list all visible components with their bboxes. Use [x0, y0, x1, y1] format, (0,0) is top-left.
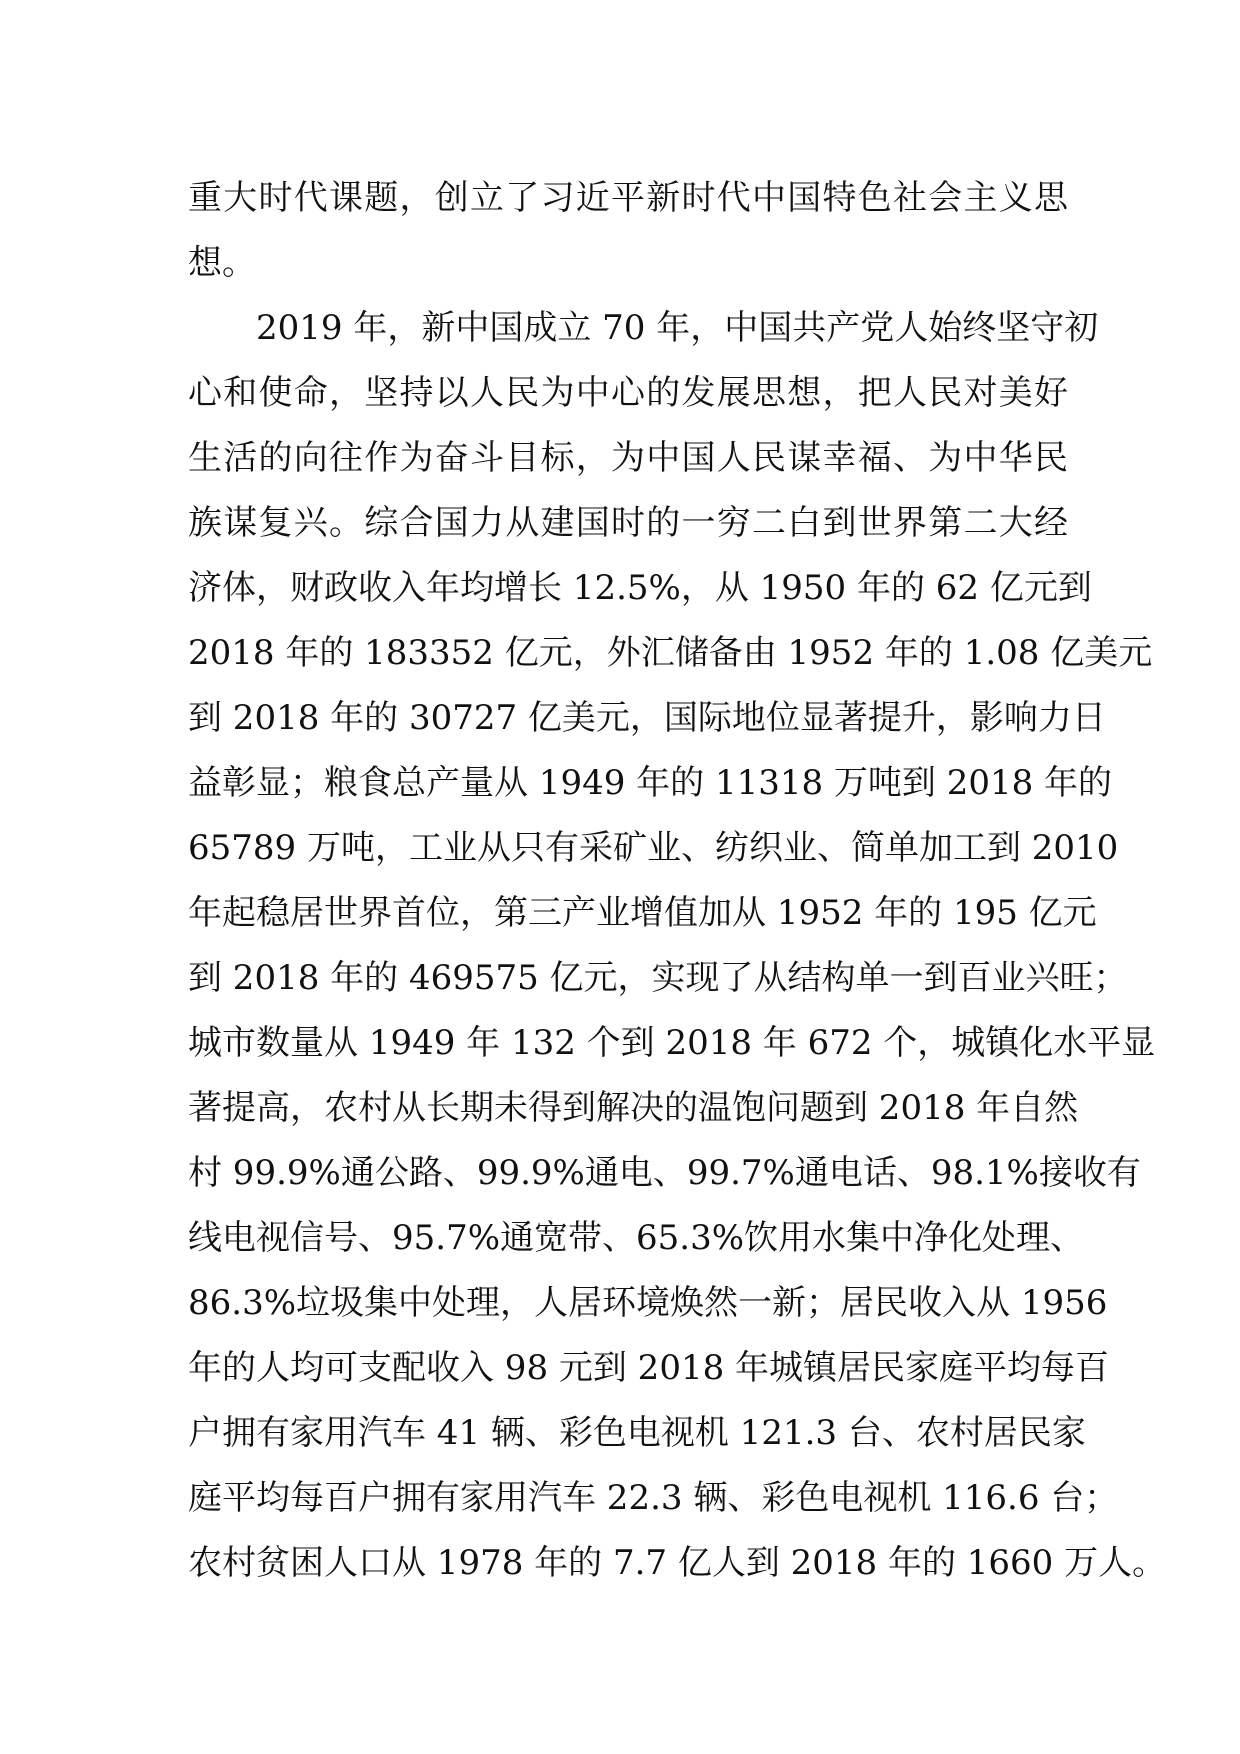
text-line: 心和使命，坚持以人民为中心的发展思想，把人民对美好: [188, 373, 1068, 413]
text-line: 2018 年的 183352 亿元，外汇储备由 1952 年的 1.08 亿美元: [188, 633, 1153, 673]
text-line: 益彰显；粮食总产量从 1949 年的 11318 万吨到 2018 年的: [188, 763, 1113, 803]
text-line: 农村贫困人口从 1978 年的 7.7 亿人到 2018 年的 1660 万人。: [188, 1543, 1167, 1583]
text-line: 65789 万吨，工业从只有采矿业、纺织业、简单加工到 2010: [188, 828, 1119, 868]
paragraph-first-line: 2019 年，新中国成立 70 年，中国共产党人始终坚守初: [256, 308, 1099, 348]
text-line: 重大时代课题，创立了习近平新时代中国特色社会主义思: [188, 178, 1068, 218]
text-line: 年起稳居世界首位，第三产业增值加从 1952 年的 195 亿元: [188, 893, 1097, 933]
text-line: 86.3%垃圾集中处理，人居环境焕然一新；居民收入从 1956: [188, 1283, 1108, 1323]
text-line: 著提高，农村从长期未得到解决的温饱问题到 2018 年自然: [188, 1088, 1079, 1128]
text-line: 族谋复兴。综合国力从建国时的一穷二白到世界第二大经: [188, 503, 1068, 543]
text-line: 想。: [188, 243, 256, 283]
text-line: 济体，财政收入年均增长 12.5%，从 1950 年的 62 亿元到: [188, 568, 1092, 608]
body-text: [188, 166, 1167, 1596]
text-line: 到 2018 年的 469575 亿元，实现了从结构单一到百业兴旺；: [188, 958, 1128, 998]
text-line: 户拥有家用汽车 41 辆、彩色电视机 121.3 台、农村居民家: [188, 1413, 1086, 1453]
text-line: 村 99.9%通公路、99.9%通电、99.7%通电话、98.1%接收有: [188, 1153, 1141, 1193]
text-line: 城市数量从 1949 年 132 个到 2018 年 672 个，城镇化水平显: [188, 1023, 1156, 1063]
text-line: 到 2018 年的 30727 亿美元，国际地位显著提升，影响力日: [188, 698, 1106, 738]
text-line: 线电视信号、95.7%通宽带、65.3%饮用水集中净化处理、: [188, 1218, 1085, 1258]
text-line: 生活的向往作为奋斗目标，为中国人民谋幸福、为中华民: [188, 438, 1068, 478]
text-line: 庭平均每百户拥有家用汽车 22.3 辆、彩色电视机 116.6 台；: [188, 1478, 1119, 1518]
text-line: 年的人均可支配收入 98 元到 2018 年城镇居民家庭平均每百: [188, 1348, 1110, 1388]
